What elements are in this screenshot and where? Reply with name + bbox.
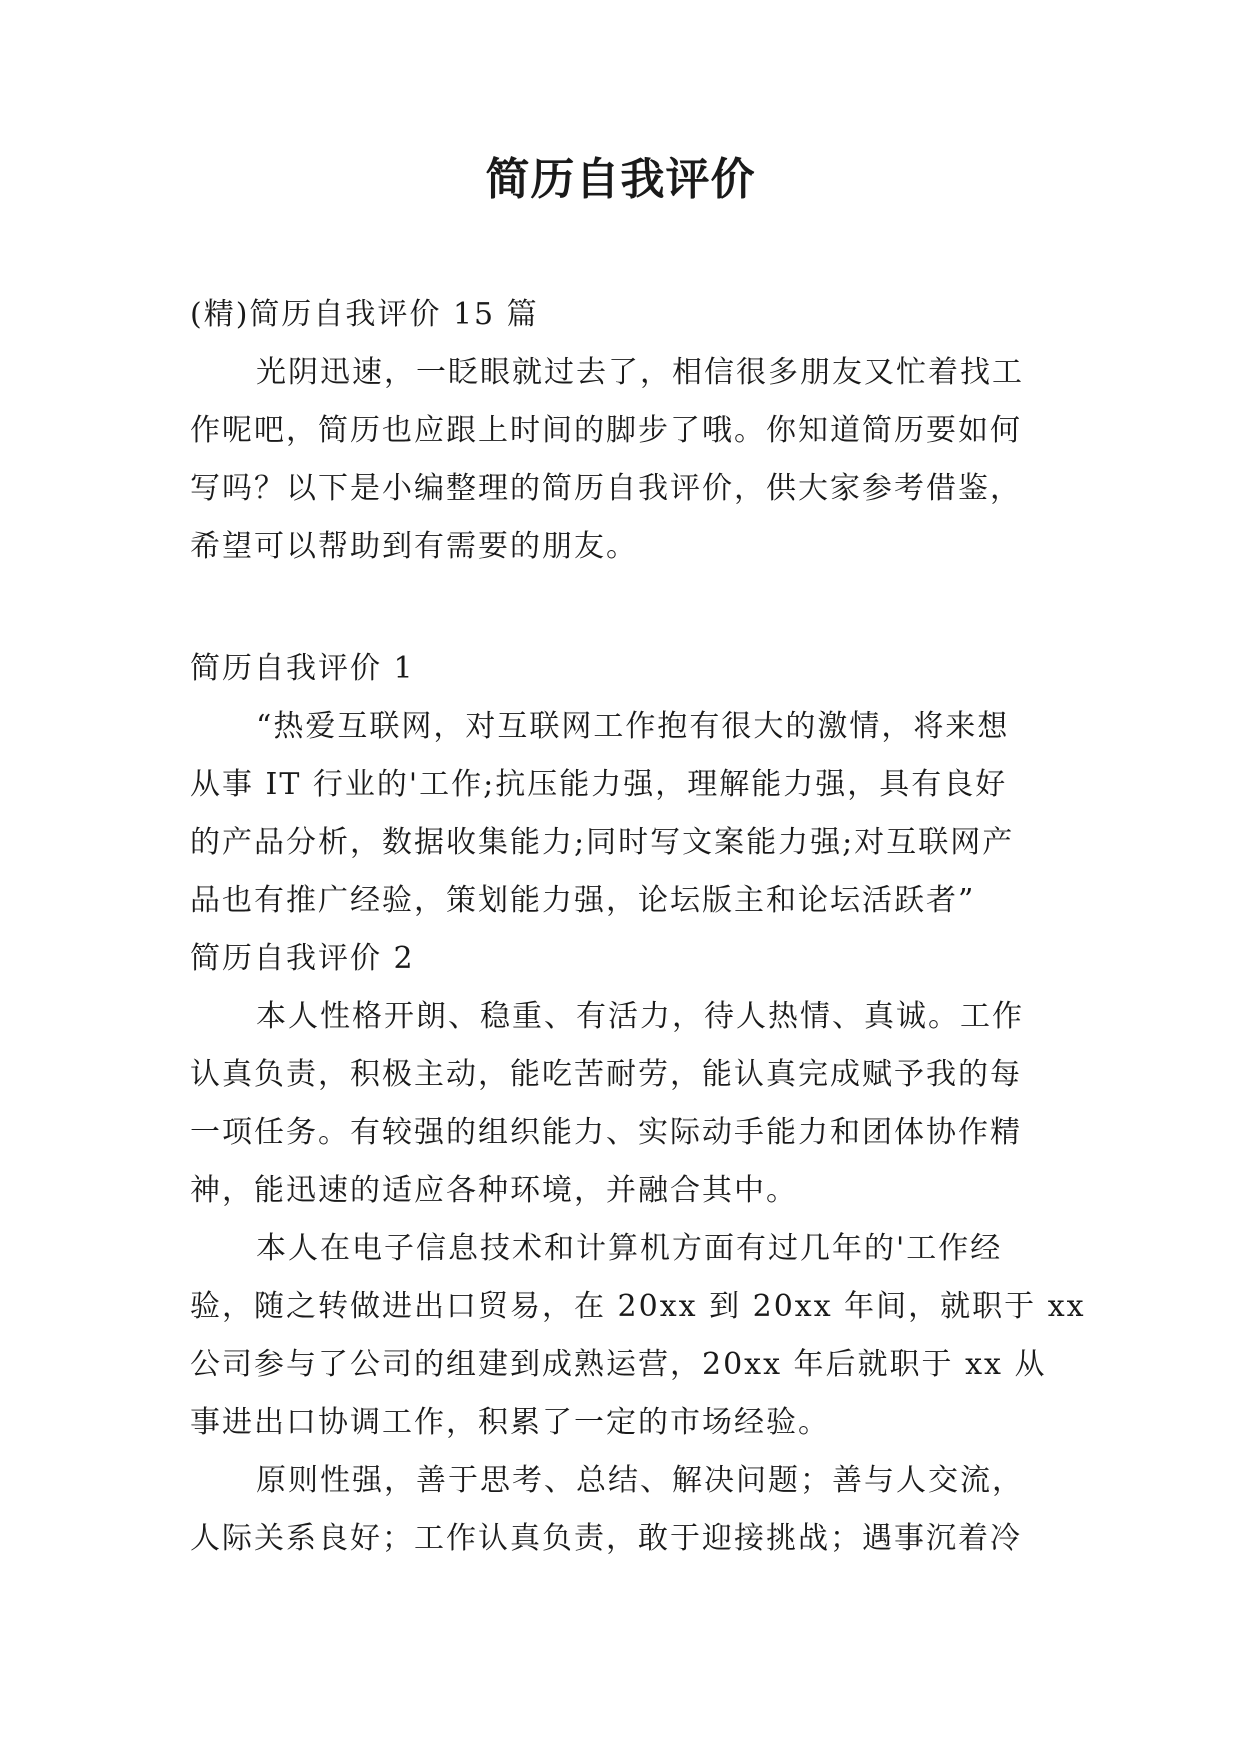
- text-line: 公司参与了公司的组建到成熟运营，20xx 年后就职于 xx 从: [190, 1347, 1047, 1382]
- text-line: 人际关系良好；工作认真负责，敢于迎接挑战；遇事沉着冷: [190, 1521, 1022, 1556]
- text-line: 希望可以帮助到有需要的朋友。: [190, 529, 638, 564]
- text-line: 本人性格开朗、稳重、有活力，待人热情、真诚。工作: [256, 999, 1024, 1034]
- text-line: 本人在电子信息技术和计算机方面有过几年的'工作经: [256, 1231, 1003, 1266]
- text-line: 作呢吧，简历也应跟上时间的脚步了哦。你知道简历要如何: [190, 413, 1022, 448]
- text-line: 一项任务。有较强的组织能力、实际动手能力和团体协作精: [190, 1115, 1022, 1150]
- document-body: [190, 286, 1086, 1568]
- text-line: 事进出口协调工作，积累了一定的市场经验。: [190, 1405, 830, 1440]
- text-line: (精)简历自我评价 15 篇: [190, 297, 539, 332]
- section-gap: [190, 576, 1050, 640]
- text-line: 认真负责，积极主动，能吃苦耐劳，能认真完成赋予我的每: [190, 1057, 1022, 1092]
- text-line: 写吗？以下是小编整理的简历自我评价，供大家参考借鉴，: [190, 471, 1022, 506]
- text-line: 简历自我评价 1: [190, 651, 415, 686]
- text-line: “热爱互联网，对互联网工作抱有很大的激情，将来想: [256, 709, 1010, 744]
- text-line: 神，能迅速的适应各种环境，并融合其中。: [190, 1173, 798, 1208]
- text-line: 从事 IT 行业的'工作;抗压能力强，理解能力强，具有良好: [190, 767, 1008, 802]
- text-line: 光阴迅速，一眨眼就过去了，相信很多朋友又忙着找工: [256, 355, 1024, 390]
- text-line: 原则性强，善于思考、总结、解决问题；善与人交流，: [256, 1463, 1024, 1498]
- text-line: 的产品分析，数据收集能力;同时写文案能力强;对互联网产: [190, 825, 1015, 860]
- document-title: 简历自我评价: [485, 154, 756, 205]
- text-line: 验，随之转做进出口贸易，在 20xx 到 20xx 年间，就职于 xx: [190, 1289, 1086, 1324]
- text-line: 简历自我评价 2: [190, 941, 415, 976]
- text-line: 品也有推广经验，策划能力强，论坛版主和论坛活跃者”: [190, 883, 976, 918]
